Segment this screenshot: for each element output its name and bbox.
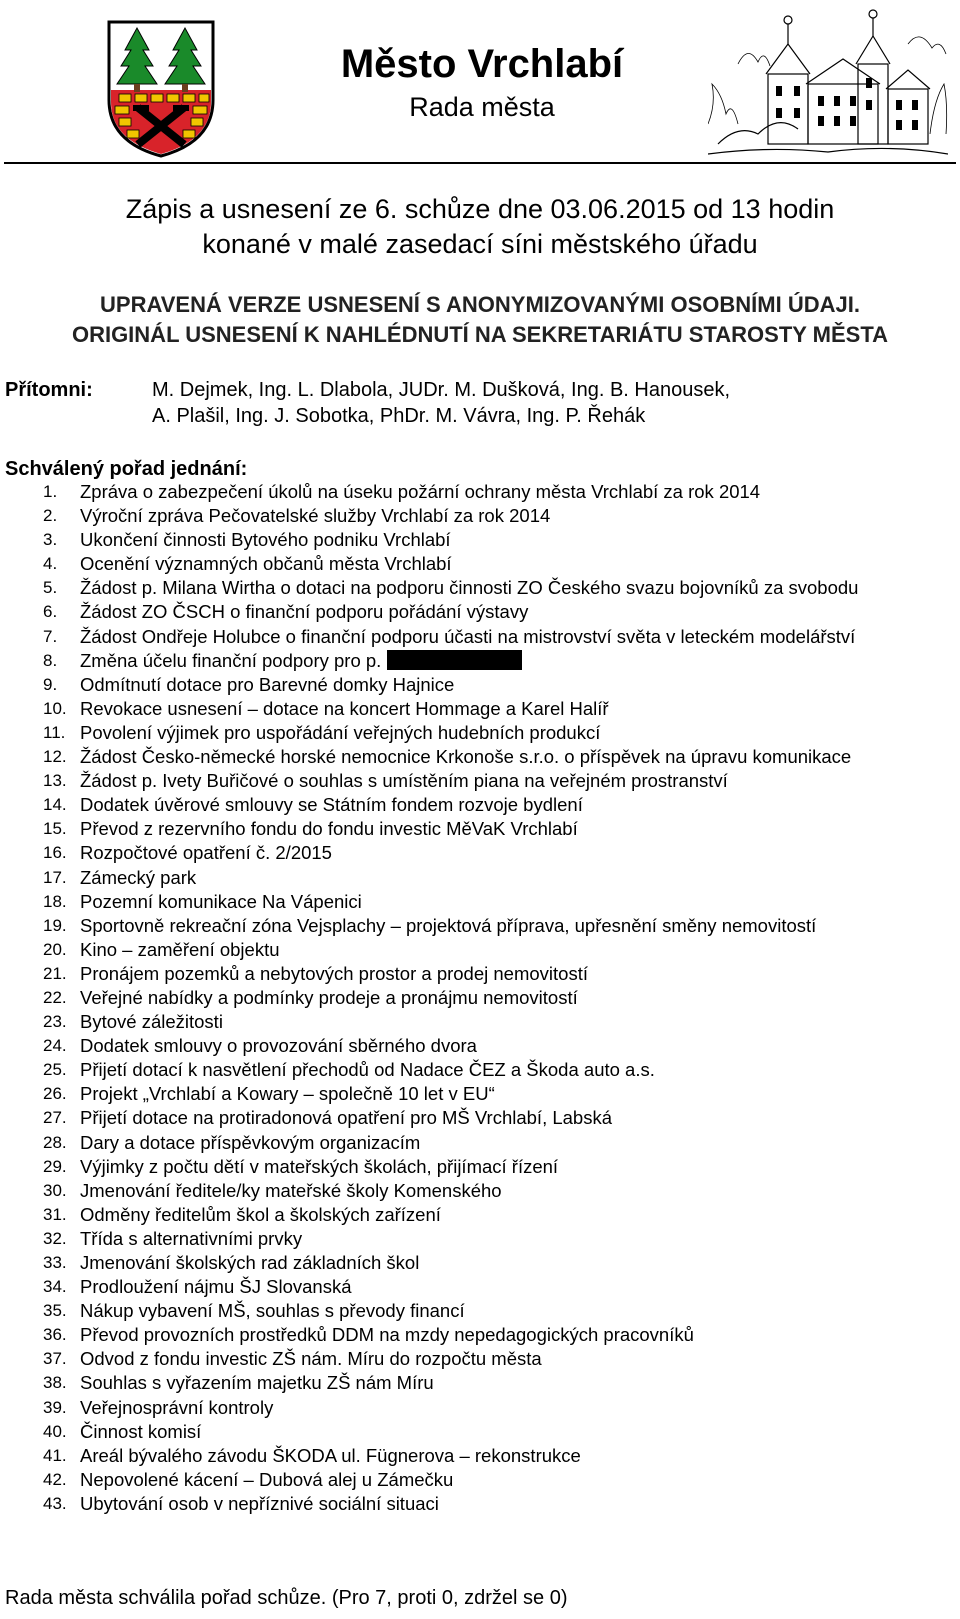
agenda-item-label: Přijetí dotace na protiradonová opatření pro MŠ Vrchlabí, Labská (80, 1107, 613, 1129)
agenda-item-label: Odvod z fondu investic ZŠ nám. Míru do rozpočtu města (80, 1348, 542, 1370)
agenda-heading: Schválený pořad jednání: (5, 458, 248, 480)
agenda-item-label: Odmítnutí dotace pro Barevné domky Hajnice (80, 673, 455, 695)
agenda-item (5, 1058, 955, 1082)
agenda-item-number: 43. (43, 1493, 67, 1513)
agenda-item (5, 625, 955, 649)
anonymization-notice (0, 290, 960, 350)
agenda-item (5, 600, 955, 624)
agenda-item-label: Žádost p. Ivety Buřičové o souhlas s umístěním piana na veřejném prostranství (80, 770, 728, 792)
agenda-item-text (80, 721, 955, 745)
agenda-item (5, 986, 955, 1010)
agenda-item (5, 576, 955, 600)
agenda-item-number: 13. (43, 771, 67, 791)
agenda-item-text (80, 673, 955, 697)
agenda-item-number: 28. (43, 1132, 67, 1152)
agenda-item (5, 914, 955, 938)
agenda-item-label: Souhlas s vyřazením majetku ZŠ nám Míru (80, 1372, 434, 1394)
agenda-item-label: Areál bývalého závodu ŠKODA ul. Fügnerova – rekonstrukce (80, 1444, 581, 1466)
agenda-item-label: Jmenování školských rad základních škol (80, 1252, 420, 1273)
agenda-item (5, 938, 955, 962)
agenda-item-text (80, 986, 955, 1010)
agenda-item-text (80, 1034, 955, 1058)
agenda-item (5, 769, 955, 793)
agenda-item-text (80, 1347, 955, 1371)
agenda-item-number: 40. (43, 1421, 67, 1441)
agenda-item (5, 1323, 955, 1347)
agenda-item (5, 552, 955, 576)
present-names (152, 377, 912, 429)
agenda-item-label: Změna účelu finanční podpory pro p. (80, 649, 382, 671)
city-subtitle: Rada města (409, 92, 555, 122)
agenda-item-text (80, 1275, 955, 1299)
agenda-item-label: Zámecký park (80, 866, 197, 888)
agenda-item-label: Ukončení činnosti Bytového podniku Vrchlabí (80, 529, 451, 551)
agenda-item-text (80, 793, 955, 817)
agenda-item-label: Veřejnosprávní kontroly (80, 1396, 274, 1418)
agenda-item-number: 2. (43, 506, 58, 526)
agenda-item-label: Nepovolené kácení – Dubová alej u Zámečku (80, 1468, 454, 1490)
agenda-item-number: 9. (43, 674, 58, 694)
agenda-item-label: Dodatek úvěrové smlouvy se Státním fondem rozvoje bydlení (80, 794, 583, 816)
agenda-item-number: 11. (43, 722, 66, 742)
agenda-item (5, 1347, 955, 1371)
agenda-item-number: 17. (43, 867, 67, 887)
agenda-item-number: 31. (43, 1204, 67, 1224)
agenda-item-number: 27. (43, 1108, 67, 1128)
agenda-item-number: 41. (43, 1445, 67, 1465)
agenda-item-text (80, 649, 955, 673)
agenda-item (5, 1444, 955, 1468)
agenda-item (5, 962, 955, 986)
agenda-item-label: Přijetí dotací k nasvětlení přechodů od Nadace ČEZ a Škoda auto a.s. (80, 1059, 655, 1081)
agenda-item-number: 42. (43, 1469, 67, 1489)
agenda-item (5, 1275, 955, 1299)
agenda-item-text (80, 1323, 955, 1347)
agenda-item-number: 10. (43, 698, 67, 718)
agenda-item-text (80, 1058, 955, 1082)
agenda-item-label: Ocenění významných občanů města Vrchlabí (80, 553, 452, 575)
agenda-item-text (80, 1179, 955, 1203)
agenda-item-text (80, 1371, 955, 1395)
agenda-item (5, 1468, 955, 1492)
agenda-item-text (80, 817, 955, 841)
agenda-item-text (80, 745, 955, 769)
agenda-item-text (80, 1131, 955, 1155)
agenda-item-number: 36. (43, 1325, 67, 1345)
agenda-item-text (80, 1492, 955, 1516)
agenda-item (5, 649, 955, 673)
agenda-item-text (80, 600, 955, 624)
agenda-item (5, 721, 955, 745)
meeting-title (0, 192, 960, 262)
agenda-item-label: Nákup vybavení MŠ, souhlas s převody financí (80, 1300, 465, 1322)
agenda-item-text (80, 552, 955, 576)
agenda-item (5, 1082, 955, 1106)
agenda-item (5, 673, 955, 697)
agenda-item-text (80, 890, 955, 914)
agenda-item (5, 1203, 955, 1227)
agenda-item-number: 39. (43, 1397, 67, 1417)
agenda-item-number: 30. (43, 1180, 67, 1200)
agenda-item-label: Žádost Česko-německé horské nemocnice Krkonoše s.r.o. o příspěvek na úpravu komunikace (80, 746, 852, 768)
agenda-item-text (80, 1203, 955, 1227)
agenda-item-number: 16. (43, 843, 67, 863)
agenda-item-label: Výroční zpráva Pečovatelské služby Vrchlabí za rok 2014 (80, 505, 551, 527)
agenda-item (5, 697, 955, 721)
city-title: Město Vrchlabí (340, 42, 624, 86)
agenda-item-number: 5. (43, 578, 58, 598)
agenda-item-text (80, 504, 955, 528)
agenda-item-text (80, 1106, 955, 1130)
agenda-item (5, 1396, 955, 1420)
agenda-item (5, 1010, 955, 1034)
agenda-item-number: 3. (43, 530, 58, 550)
agenda-item-text (80, 480, 955, 504)
agenda-item-number: 25. (43, 1060, 67, 1080)
approval-statement: Rada města schválila pořad schůze. (Pro 7, proti 0, zdržel se 0) (5, 1587, 568, 1609)
agenda-item (5, 1131, 955, 1155)
redaction-bar (387, 650, 522, 670)
agenda-item-text (80, 769, 955, 793)
agenda-item-number: 1. (43, 482, 58, 501)
present-names-line2: A. Plašil, Ing. J. Sobotka, PhDr. M. Vávra, Ing. P. Řehák (152, 405, 646, 427)
agenda-item (5, 1420, 955, 1444)
agenda-item (5, 1179, 955, 1203)
agenda-item-text (80, 1420, 955, 1444)
agenda-item-label: Žádost Ondřeje Holubce o finanční podporu účasti na mistrovství světa v leteckém modelářství (80, 625, 856, 647)
agenda-item-label: Kino – zaměření objektu (80, 938, 280, 960)
agenda-item-label: Žádost p. Milana Wirtha o dotaci na podporu činnosti ZO Českého svazu bojovníků za svobodu (80, 577, 859, 599)
agenda-item-number: 38. (43, 1373, 67, 1393)
agenda-item-label: Výjimky z počtu dětí v mateřských školách, přijímací řízení (80, 1155, 559, 1177)
agenda-item-number: 6. (43, 602, 58, 622)
agenda-item-number: 37. (43, 1349, 67, 1369)
agenda-item-label: Rozpočtové opatření č. 2/2015 (80, 842, 332, 864)
agenda-item-number: 15. (43, 819, 67, 839)
agenda-item-label: Jmenování ředitele/ky mateřské školy Komenského (80, 1179, 502, 1201)
agenda-item-text (80, 528, 955, 552)
notice-line1: UPRAVENÁ VERZE USNESENÍ S ANONYMIZOVANÝMI OSOBNÍMI ÚDAJI. (100, 292, 860, 317)
agenda-item-label: Sportovně rekreační zóna Vejsplachy – projektová příprava, upřesnění směny nemovitostí (80, 914, 817, 936)
agenda-item (5, 504, 955, 528)
agenda-item (5, 528, 955, 552)
agenda-item-number: 24. (43, 1036, 67, 1056)
agenda-item-label: Bytové záležitosti (80, 1011, 223, 1033)
meeting-title-line2: konané v malé zasedací síni městského úřadu (202, 229, 758, 259)
header-divider (4, 162, 956, 164)
agenda-item-label: Revokace usnesení – dotace na koncert Hommage a Karel Halíř (80, 697, 609, 719)
agenda-item-text (80, 1444, 955, 1468)
agenda-item-number: 22. (43, 987, 67, 1007)
agenda-item (5, 1492, 955, 1516)
agenda-item-number: 20. (43, 939, 67, 959)
agenda-item-number: 4. (43, 554, 58, 574)
agenda-item-text (80, 1082, 955, 1106)
meeting-title-line1: Zápis a usnesení ze 6. schůze dne 03.06.2015 od 13 hodin (125, 194, 835, 224)
agenda-item-text (80, 938, 955, 962)
agenda-item-label: Ubytování osob v nepříznivé sociální situaci (80, 1492, 439, 1514)
agenda-item (5, 745, 955, 769)
castle-drawing-icon (708, 4, 948, 162)
agenda-item-label: Dary a dotace příspěvkovým organizacím (80, 1131, 421, 1153)
agenda-item-text (80, 1251, 955, 1275)
agenda-item-number: 14. (43, 795, 67, 815)
present-names-line1: M. Dejmek, Ing. L. Dlabola, JUDr. M. Dušková, Ing. B. Hanousek, (152, 379, 731, 401)
agenda-item-text (80, 914, 955, 938)
agenda-item-number: 34. (43, 1277, 67, 1297)
agenda-item-text (80, 1468, 955, 1492)
agenda-item (5, 1371, 955, 1395)
agenda-item (5, 480, 955, 504)
agenda-item-label: Povolení výjimek pro uspořádání veřejných hudebních produkcí (80, 721, 601, 743)
agenda-list (5, 480, 955, 1516)
agenda-item-number: 19. (43, 915, 67, 935)
agenda-item (5, 1155, 955, 1179)
agenda-item (5, 1251, 955, 1275)
agenda-item (5, 1034, 955, 1058)
agenda-item-number: 8. (43, 650, 58, 670)
agenda-item (5, 890, 955, 914)
agenda-item (5, 793, 955, 817)
agenda-item-label: Veřejné nabídky a podmínky prodeje a pronájmu nemovitostí (80, 986, 578, 1008)
agenda-item-text (80, 1010, 955, 1034)
agenda-item-text (80, 1299, 955, 1323)
agenda-item-text (80, 1155, 955, 1179)
agenda-item-label: Zpráva o zabezpečení úkolů na úseku požární ochrany města Vrchlabí za rok 2014 (80, 481, 761, 502)
document-header (0, 0, 960, 170)
agenda-item (5, 1299, 955, 1323)
agenda-item (5, 866, 955, 890)
agenda-item-number: 12. (43, 747, 67, 767)
agenda-item-text (80, 866, 955, 890)
notice-line2: ORIGINÁL USNESENÍ K NAHLÉDNUTÍ NA SEKRETARIÁTU STAROSTY MĚSTA (71, 322, 889, 347)
agenda-item-number: 35. (43, 1301, 67, 1321)
agenda-item-text (80, 1227, 955, 1251)
agenda-item-number: 23. (43, 1012, 67, 1032)
agenda-item-number: 29. (43, 1156, 67, 1176)
agenda-item-label: Prodloužení nájmu ŠJ Slovanská (80, 1276, 352, 1298)
agenda-item-number: 26. (43, 1084, 67, 1104)
agenda-item-text (80, 625, 955, 649)
agenda-item-number: 32. (43, 1228, 67, 1248)
agenda-item-number: 21. (43, 963, 67, 983)
agenda-item (5, 1227, 955, 1251)
coat-of-arms-icon (105, 18, 217, 158)
agenda-item-label: Žádost ZO ČSCH o finanční podporu pořádání výstavy (80, 601, 529, 623)
agenda-item-label: Odměny ředitelům škol a školských zařízení (80, 1203, 441, 1225)
agenda-item-text (80, 962, 955, 986)
agenda-item-number: 18. (43, 891, 67, 911)
agenda-item-label: Pozemní komunikace Na Vápenici (80, 890, 362, 912)
agenda-item-label: Činnost komisí (80, 1420, 202, 1442)
present-label: Přítomni: (5, 379, 93, 401)
agenda-item-number: 7. (43, 626, 58, 646)
agenda-item-label: Převod provozních prostředků DDM na mzdy nepedagogických pracovníků (80, 1324, 694, 1346)
agenda-item-label: Převod z rezervního fondu do fondu investic MěVaK Vrchlabí (80, 818, 578, 840)
agenda-item (5, 1106, 955, 1130)
agenda-item-number: 33. (43, 1253, 67, 1272)
agenda-item-text (80, 1396, 955, 1420)
agenda-item-label: Třída s alternativními prvky (80, 1227, 303, 1249)
agenda-item (5, 841, 955, 865)
agenda-item-label: Pronájem pozemků a nebytových prostor a prodej nemovitostí (80, 962, 588, 984)
agenda-item-text (80, 697, 955, 721)
agenda-item (5, 817, 955, 841)
agenda-item-label: Dodatek smlouvy o provozování sběrného dvora (80, 1035, 477, 1057)
agenda-item-label: Projekt „Vrchlabí a Kowary – společně 10 let v EU“ (80, 1083, 495, 1105)
agenda-item-text (80, 576, 955, 600)
agenda-item-text (80, 841, 955, 865)
